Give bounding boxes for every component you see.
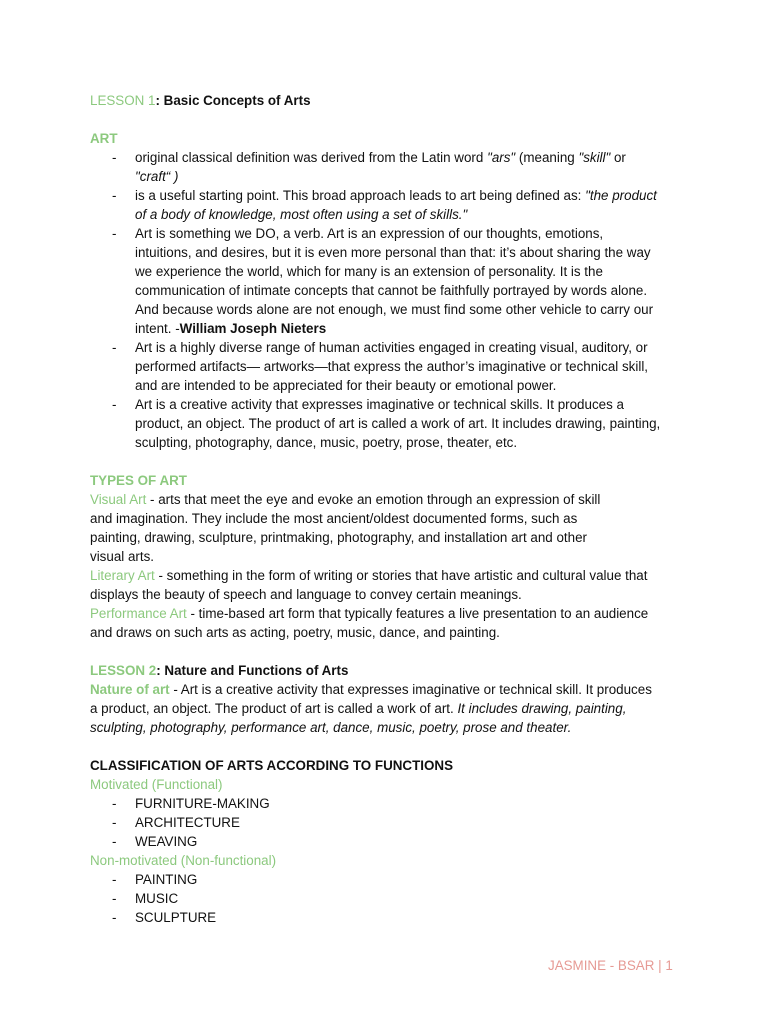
bullet-dash: - [112, 188, 117, 203]
bullet-dash: - [112, 872, 117, 887]
bullet-dash: - [112, 891, 117, 906]
lesson1-heading [90, 91, 690, 110]
list-item: - PAINTING [112, 872, 198, 887]
lesson2-label: LESSON 2 [90, 663, 157, 678]
art-bullet-2: - is a useful starting point. This broad approach leads to art being defined as: "the product of a body of knowledge, most often using a set of skills." [112, 188, 657, 222]
art-heading: ART [90, 131, 118, 146]
bullet-dash: - [112, 815, 117, 830]
bullet-dash: - [112, 340, 117, 355]
bullet-dash: - [112, 150, 117, 165]
art-bullet-3: - Art is something we DO, a verb. Art is an expression of our thoughts, emotions, intuitions, and desires, but it is even more personal than that: it’s about sharing the way we experience the world, which for many is an extension of personality. It is the communication of intimate concepts that cannot be faithfully portrayed by words alone. And because words alone are not enough, we must find some other vehicle to carry our intent. -William Joseph Nieters [112, 226, 654, 336]
bullet-dash: - [112, 796, 117, 811]
lesson1-label: LESSON 1 [90, 93, 156, 108]
document-content [90, 91, 690, 927]
bullet-dash: - [112, 226, 117, 241]
visual-art-term: Visual Art [90, 492, 147, 507]
list-item: - MUSIC [112, 891, 179, 906]
nature-of-art-paragraph: Nature of art - Art is a creative activity that expresses imaginative or technical skill. It produces a product, an object. The product of art is called a work of art. It includes drawing, painting, sculpting, photography, performance art, dance, music, poetry, prose and theater. [90, 682, 652, 735]
bullet-dash: - [112, 834, 117, 849]
lesson2-heading [90, 661, 690, 680]
types-heading: TYPES OF ART [90, 473, 187, 488]
art-bullet-5: - Art is a creative activity that expresses imaginative or technical skills. It produces a product, an object. The product of art is called a work of art. It includes drawing, painting, sculpting, photography, dance, music, poetry, prose, theater, etc. [112, 397, 661, 450]
nature-of-art-term: Nature of art [90, 682, 170, 697]
list-item: - WEAVING [112, 834, 198, 849]
performance-art-term: Performance Art [90, 606, 187, 621]
bullet-dash: - [112, 397, 117, 412]
bullet-dash: - [112, 910, 117, 925]
art-bullet-1: - original classical definition was derived from the Latin word "ars" (meaning "skill" or "craft“ ) [112, 150, 626, 184]
lesson2-title: : Nature and Functions of Arts [156, 663, 349, 678]
motivated-label: Motivated (Functional) [90, 777, 223, 792]
list-item: - FURNITURE-MAKING [112, 796, 270, 811]
visual-art-paragraph: Visual Art - arts that meet the eye and evoke an emotion through an expression of skill and imagination. They include the most ancient/oldest documented forms, such as painting, drawing, sculpture, printmaking, photography, and installation art and other visual arts. [90, 492, 601, 564]
quote-author: William Joseph Nieters [179, 321, 327, 336]
lesson1-title: : Basic Concepts of Arts [155, 93, 311, 108]
list-item: - SCULPTURE [112, 910, 217, 925]
literary-art-paragraph: Literary Art - something in the form of writing or stories that have artistic and cultural value that displays the beauty of speech and language to convey certain meanings. [90, 568, 648, 602]
list-item: - ARCHITECTURE [112, 815, 240, 830]
performance-art-paragraph: Performance Art - time-based art form that typically features a live presentation to an audience and draws on such arts as acting, poetry, music, dance, and painting. [90, 606, 649, 640]
literary-art-term: Literary Art [90, 568, 155, 583]
non-motivated-label: Non-motivated (Non-functional) [90, 853, 277, 868]
page-footer: JASMINE - BSAR | 1 [548, 958, 673, 973]
classification-heading: CLASSIFICATION OF ARTS ACCORDING TO FUNCTIONS [90, 758, 454, 773]
art-bullet-4: - Art is a highly diverse range of human activities engaged in creating visual, auditory, or performed artifacts— artworks—that express the author’s imaginative or technical skill, and are intended to be appreciated for their beauty or emotional power. [112, 340, 649, 393]
